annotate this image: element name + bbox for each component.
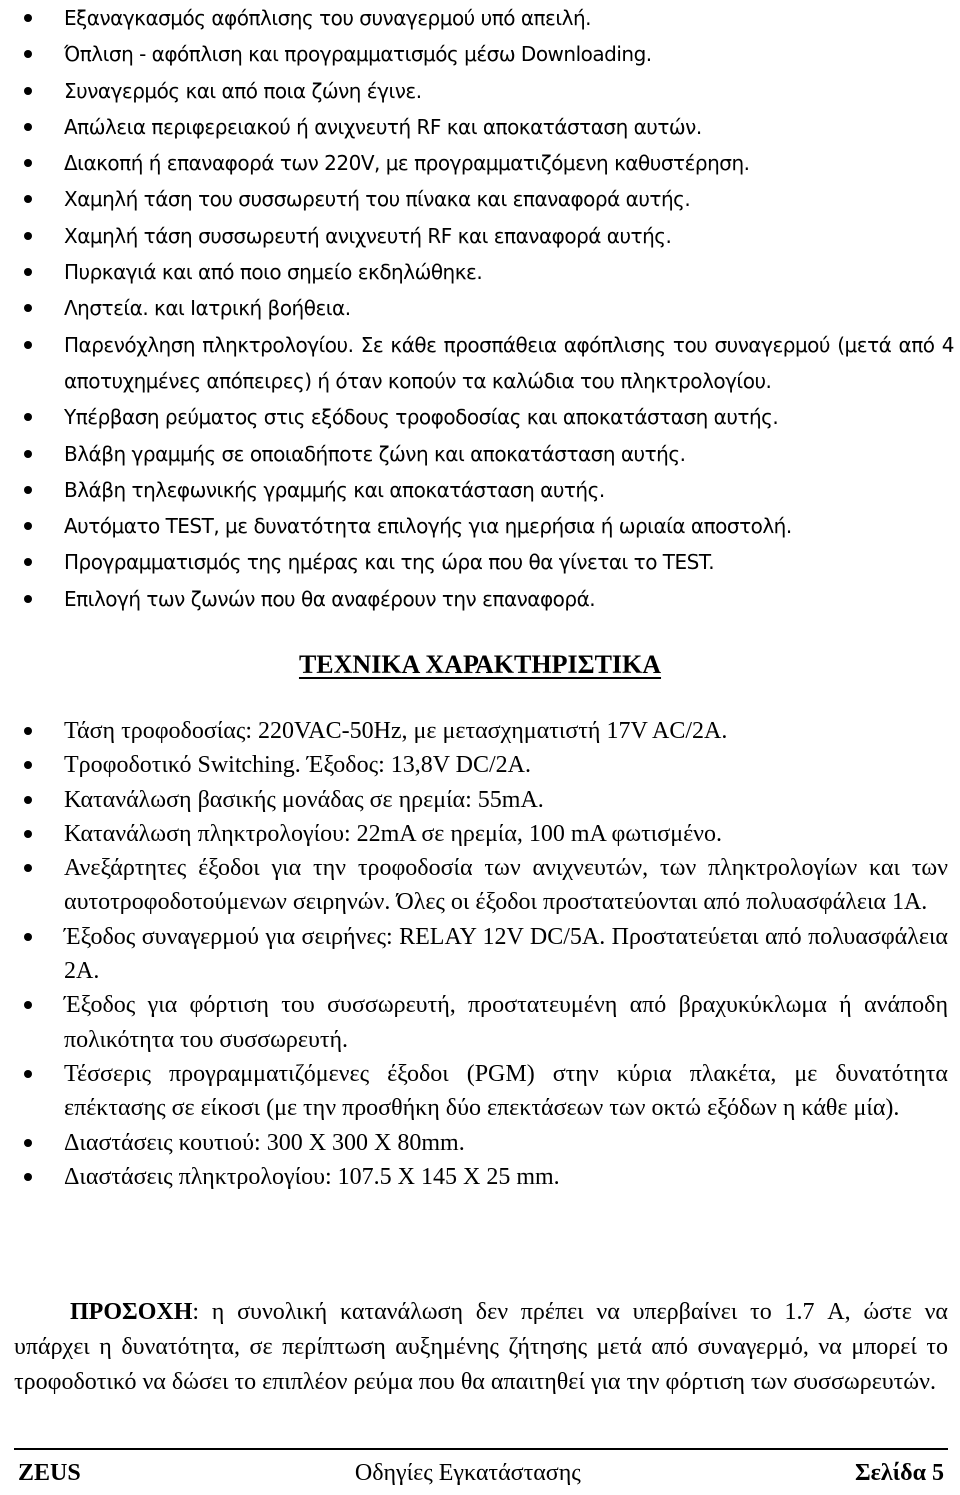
feature-item: Προγραμματισμός της ημέρας και της ώρα που θα γίνεται το TEST. [14,544,954,580]
specs-list-section [14,714,948,1194]
warning-note [14,1295,948,1400]
footer-page-number: Σελίδα 5 [854,1460,944,1486]
feature-item: Χαμηλή τάση συσσωρευτή ανιχνευτή RF και επαναφορά αυτής. [14,218,954,254]
feature-item: Διακοπή ή επαναφορά των 220V, με προγραμματιζόμενη καθυστέρηση. [14,145,954,181]
spec-item: Έξοδος για φόρτιση του συσσωρευτή, προστατευμένη από βραχυκύκλωμα ή ανάποδη πολικότητα του συσσωρευτή. [14,988,948,1057]
footer-brand: ZEUS [18,1460,81,1486]
spec-item: Ανεξάρτητες έξοδοι για την τροφοδοσία των ανιχνευτών, των πληκτρολογίων και των αυτοτροφοδοτούμενων σειρηνών. Όλες οι έξοδοι προστατεύονται από πολυασφάλεια 1A. [14,851,948,920]
features-list-section [14,0,954,617]
feature-item: Όπλιση - αφόπλιση και προγραμματισμός μέσω Downloading. [14,36,954,72]
feature-item: Χαμηλή τάση του συσσωρευτή του πίνακα και επαναφορά αυτής. [14,181,954,217]
feature-item: Εξαναγκασμός αφόπλισης του συναγερμού υπό απειλή. [14,0,954,36]
feature-item: Βλάβη γραμμής σε οποιαδήποτε ζώνη και αποκατάσταση αυτής. [14,436,954,472]
footer-divider [14,1448,948,1450]
spec-item: Διαστάσεις κουτιού: 300 X 300 X 80mm. [14,1126,948,1160]
spec-item: Έξοδος συναγερμού για σειρήνες: RELAY 12V DC/5A. Προστατεύεται από πολυασφάλεια 2A. [14,920,948,989]
section-title-text: ΤΕΧΝΙΚΑ ΧΑΡΑΚΤΗΡΙΣΤΙΚΑ [298,650,662,679]
spec-item: Τροφοδοτικό Switching. Έξοδος: 13,8V DC/2A. [14,748,948,782]
feature-item: Πυρκαγιά και από ποιο σημείο εκδηλώθηκε. [14,254,954,290]
warning-label: ΠΡΟΣΟΧΗ [70,1299,193,1325]
footer-title: Οδηγίες Εγκατάστασης [354,1460,581,1486]
spec-item: Τάση τροφοδοσίας: 220VAC-50Hz, με μετασχηματιστή 17V AC/2A. [14,714,948,748]
section-title [0,650,960,680]
spec-item: Κατανάλωση βασικής μονάδας σε ηρεμία: 55mA. [14,783,948,817]
spec-item: Κατανάλωση πληκτρολογίου: 22mA σε ηρεμία, 100 mA φωτισμένο. [14,817,948,851]
spec-item: Διαστάσεις πληκτρολογίου: 107.5 X 145 X 25 mm. [14,1160,948,1194]
feature-item: Επιλογή των ζωνών που θα αναφέρουν την επαναφορά. [14,581,954,617]
page-footer [18,1460,944,1487]
feature-item: Υπέρβαση ρεύματος στις εξόδους τροφοδοσίας και αποκατάσταση αυτής. [14,399,954,435]
feature-item: Απώλεια περιφερειακού ή ανιχνευτή RF και αποκατάσταση αυτών. [14,109,954,145]
feature-item: Συναγερμός και από ποια ζώνη έγινε. [14,73,954,109]
specs-list [14,714,948,1194]
warning-text: : η συνολική κατανάλωση δεν πρέπει να υπερβαίνει το 1.7 A, ώστε να υπάρχει η δυνατότητα, σε περίπτωση αυξημένης ζήτησης μετά από συναγερμό, να μπορεί το τροφοδοτικό να δώσει το επιπλέον ρεύμα που θα απαιτηθεί για την φόρτιση των συσσωρευτών. [14,1299,948,1395]
feature-item: Παρενόχληση πληκτρολογίου. Σε κάθε προσπάθεια αφόπλισης του συναγερμού (μετά από 4 αποτυχημένες απόπειρες) ή όταν κοπούν τα καλώδια του πληκτρολογίου. [14,327,954,400]
features-list [14,0,954,617]
spec-item: Τέσσερις προγραμματιζόμενες έξοδοι (PGM) στην κύρια πλακέτα, με δυνατότητα επέκτασης σε είκοσι (με την προσθήκη δύο επεκτάσεων των οκτώ εξόδων η κάθε μία). [14,1057,948,1126]
feature-item: Βλάβη τηλεφωνικής γραμμής και αποκατάσταση αυτής. [14,472,954,508]
feature-item: Ληστεία. και Ιατρική βοήθεια. [14,290,954,326]
feature-item: Αυτόματο TEST, με δυνατότητα επιλογής για ημερήσια ή ωριαία αποστολή. [14,508,954,544]
